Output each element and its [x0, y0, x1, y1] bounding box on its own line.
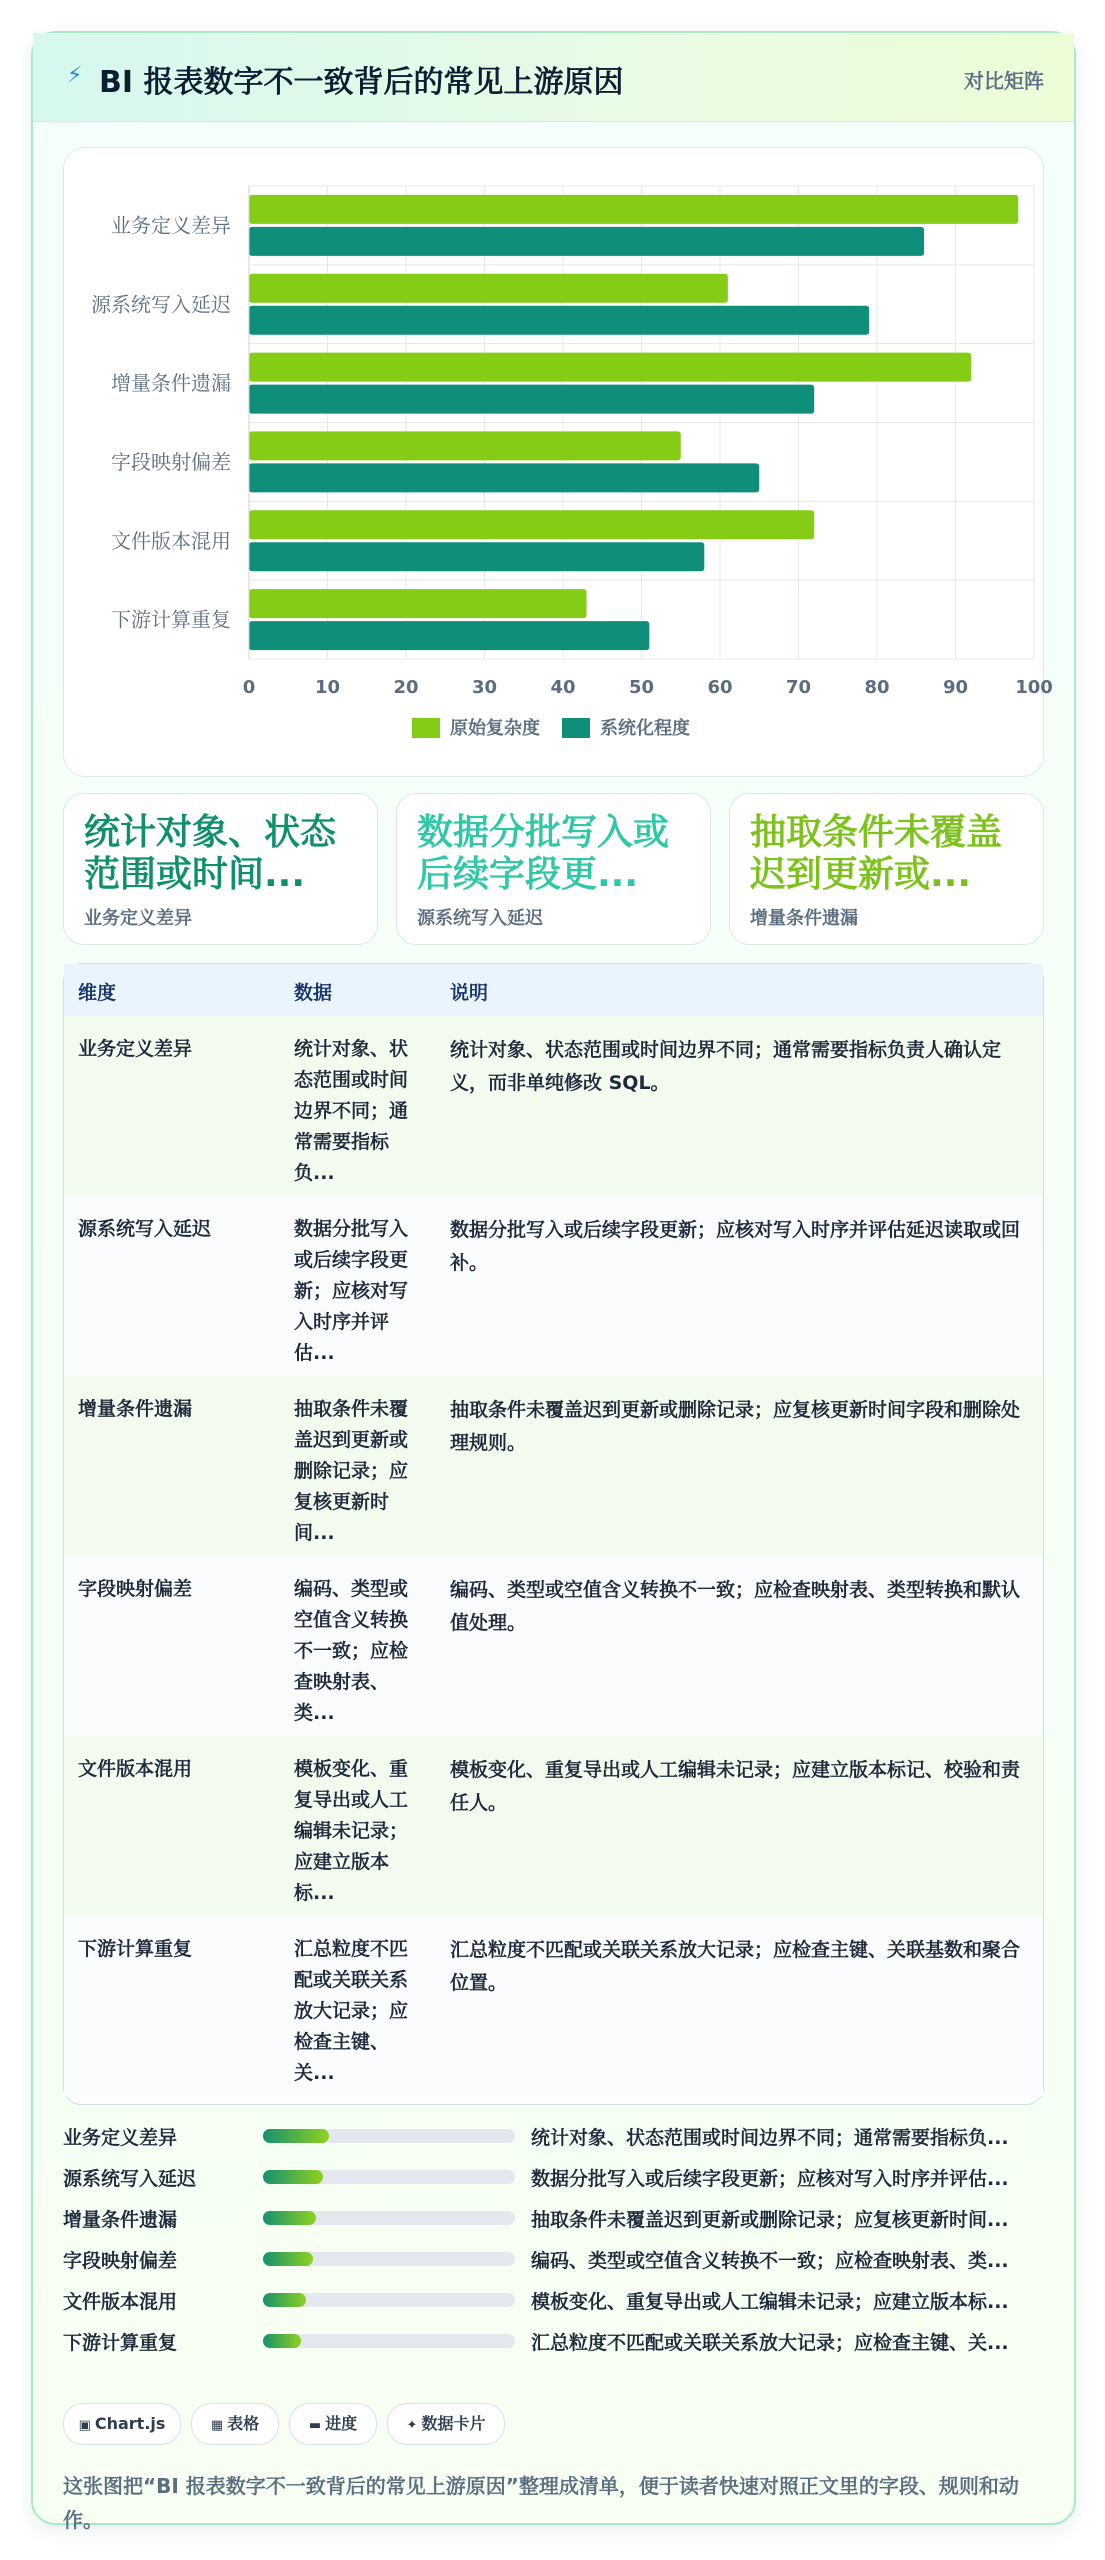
card-icon: ✦	[406, 2418, 418, 2433]
chip-label: 数据卡片	[421, 2414, 486, 2433]
header-cell-dimension: 维度	[78, 982, 117, 1004]
kpi-text: 数据分批写入或后续字段更...	[417, 812, 670, 895]
cell-description: 数据分批写入或后续字段更新；应核对写入时序并评估延迟读取或回补。	[450, 1219, 1021, 1274]
progress-row	[63, 2160, 1042, 2192]
progress-text: 统计对象、状态范围或时间边界不同；通常需要指标负...	[531, 2127, 1009, 2149]
bar	[249, 385, 814, 414]
kpi-card-2	[396, 793, 711, 945]
legend-swatch	[562, 718, 590, 738]
y-tick-label: 源系统写入延迟	[91, 292, 231, 317]
legend-swatch	[412, 718, 440, 738]
progress-label: 增量条件遗漏	[63, 2209, 178, 2231]
bar	[249, 431, 681, 460]
progress-track	[263, 2334, 515, 2348]
x-tick-label: 50	[628, 677, 655, 698]
progress-fill	[263, 2170, 323, 2184]
cell-description: 抽取条件未覆盖迟到更新或删除记录；应复核更新时间字段和删除处理规则。	[450, 1399, 1021, 1454]
legend-label: 系统化程度	[600, 718, 690, 739]
kpi-label: 增量条件遗漏	[750, 908, 858, 929]
main-card	[31, 31, 1076, 2532]
progress-track	[263, 2293, 515, 2307]
x-tick-label: 90	[942, 677, 969, 698]
progress-text: 汇总粒度不匹配或关联关系放大记录；应检查主键、关...	[531, 2332, 1009, 2354]
progress-row	[63, 2283, 1042, 2315]
chip-progress[interactable]	[289, 2403, 377, 2445]
kpi-card-3	[729, 793, 1044, 945]
progress-text: 编码、类型或空值含义转换不一致；应检查映射表、类...	[531, 2250, 1009, 2272]
bar-chart	[64, 148, 1053, 776]
progress-row	[63, 2242, 1042, 2274]
cell-data: 抽取条件未覆盖迟到更新或删除记录；应复核更新时间...	[294, 1398, 409, 1544]
table-row	[64, 1016, 1043, 1197]
progress-row	[63, 2119, 1042, 2151]
progress-icon: ▬	[308, 2418, 322, 2433]
footer-note: 这张图把“BI 报表数字不一致背后的常见上游原因”整理成清单，便于读者快速对照正文里的字段、规则和动作。	[63, 2474, 1019, 2532]
cell-dimension: 字段映射偏差	[78, 1578, 193, 1600]
table-row	[64, 1376, 1043, 1557]
cell-dimension: 增量条件遗漏	[78, 1398, 193, 1420]
cell-dimension: 源系统写入延迟	[78, 1218, 212, 1240]
progress-label: 源系统写入延迟	[63, 2168, 197, 2190]
cell-data: 数据分批写入或后续字段更新；应核对写入时序并评估...	[294, 1218, 409, 1364]
progress-text: 数据分批写入或后续字段更新；应核对写入时序并评估...	[531, 2168, 1009, 2190]
kpi-text: 统计对象、状态范围或时间...	[84, 812, 337, 895]
table-icon: ▦	[210, 2418, 224, 2433]
header-bar	[33, 33, 1074, 122]
data-table	[63, 963, 1044, 2105]
cell-data: 编码、类型或空值含义转换不一致；应检查映射表、类...	[294, 1578, 409, 1724]
kpi-card-1	[63, 793, 378, 945]
bar	[249, 463, 759, 492]
table-row	[64, 1196, 1043, 1377]
progress-label: 业务定义差异	[63, 2127, 178, 2149]
kpi-label: 源系统写入延迟	[417, 908, 543, 929]
bar	[249, 195, 1018, 224]
chip-label: 表格	[227, 2414, 260, 2433]
progress-label: 字段映射偏差	[63, 2250, 178, 2272]
progress-text: 抽取条件未覆盖迟到更新或删除记录；应复核更新时间...	[531, 2209, 1009, 2231]
progress-label: 文件版本混用	[63, 2291, 178, 2313]
header-tag: 对比矩阵	[964, 69, 1044, 93]
y-tick-label: 下游计算重复	[111, 607, 231, 632]
x-tick-label: 40	[550, 677, 576, 698]
x-tick-label: 0	[242, 677, 256, 698]
legend-label: 原始复杂度	[450, 718, 540, 739]
cell-data: 统计对象、状态范围或时间边界不同；通常需要指标负...	[294, 1038, 409, 1184]
x-tick-label: 100	[1015, 677, 1053, 698]
bar	[249, 542, 704, 571]
chart-icon: ▣	[78, 2418, 91, 2433]
cell-description: 模板变化、重复导出或人工编辑未记录；应建立版本标记、校验和责任人。	[450, 1759, 1021, 1814]
chip-table[interactable]	[191, 2403, 279, 2445]
bolt-icon: ⚡	[67, 63, 83, 88]
progress-fill	[263, 2293, 306, 2307]
progress-track	[263, 2129, 515, 2143]
y-tick-label: 业务定义差异	[111, 213, 231, 238]
progress-text: 模板变化、重复导出或人工编辑未记录；应建立版本标...	[531, 2291, 1009, 2313]
kpi-text: 抽取条件未覆盖迟到更新或...	[750, 812, 1003, 895]
y-tick-label: 文件版本混用	[111, 528, 231, 553]
y-tick-label: 字段映射偏差	[111, 449, 231, 474]
bar	[249, 589, 587, 618]
x-tick-label: 70	[785, 677, 812, 698]
y-tick-label: 增量条件遗漏	[111, 371, 231, 396]
header-cell-data: 数据	[294, 982, 333, 1004]
cell-description: 汇总粒度不匹配或关联关系放大记录；应检查主键、关联基数和聚合位置。	[450, 1939, 1021, 1994]
cell-description: 编码、类型或空值含义转换不一致；应检查映射表、类型转换和默认值处理。	[450, 1579, 1021, 1634]
progress-track	[263, 2252, 515, 2266]
progress-label: 下游计算重复	[63, 2332, 178, 2354]
cell-dimension: 文件版本混用	[78, 1758, 193, 1780]
table-row	[64, 1736, 1043, 1917]
progress-fill	[263, 2211, 316, 2225]
cell-data: 模板变化、重复导出或人工编辑未记录；应建立版本标...	[294, 1758, 409, 1904]
x-tick-label: 60	[707, 677, 733, 698]
progress-fill	[263, 2129, 329, 2143]
progress-fill	[263, 2334, 301, 2348]
progress-row	[63, 2201, 1042, 2233]
bar	[249, 227, 924, 256]
progress-row	[63, 2324, 1042, 2356]
x-tick-label: 10	[314, 677, 341, 698]
chip-chartjs[interactable]	[63, 2403, 181, 2445]
table-header	[64, 964, 1043, 1017]
x-tick-label: 80	[864, 677, 890, 698]
page-title: BI 报表数字不一致背后的常见上游原因	[99, 65, 624, 100]
bar	[249, 274, 728, 303]
cell-description: 统计对象、状态范围或时间边界不同；通常需要指标负责人确认定义，而非单纯修改 SQL。	[450, 1039, 1002, 1094]
progress-track	[263, 2170, 515, 2184]
progress-track	[263, 2211, 515, 2225]
chart-panel	[63, 147, 1053, 777]
bar	[249, 306, 869, 335]
kpi-label: 业务定义差异	[84, 908, 192, 929]
cell-data: 汇总粒度不匹配或关联关系放大记录；应检查主键、关...	[294, 1938, 409, 2084]
x-tick-label: 30	[471, 677, 498, 698]
chip-data-card[interactable]	[387, 2403, 505, 2445]
table-row	[64, 1916, 1043, 2096]
chip-label: 进度	[325, 2414, 358, 2433]
bar	[249, 353, 971, 382]
chip-label: Chart.js	[94, 2414, 166, 2433]
bar	[249, 621, 649, 650]
progress-fill	[263, 2252, 313, 2266]
header-cell-description: 说明	[450, 982, 489, 1004]
cell-dimension: 下游计算重复	[78, 1938, 193, 1960]
bar	[249, 510, 814, 539]
table-row	[64, 1556, 1043, 1737]
cell-dimension: 业务定义差异	[78, 1038, 193, 1060]
x-tick-label: 20	[393, 677, 419, 698]
